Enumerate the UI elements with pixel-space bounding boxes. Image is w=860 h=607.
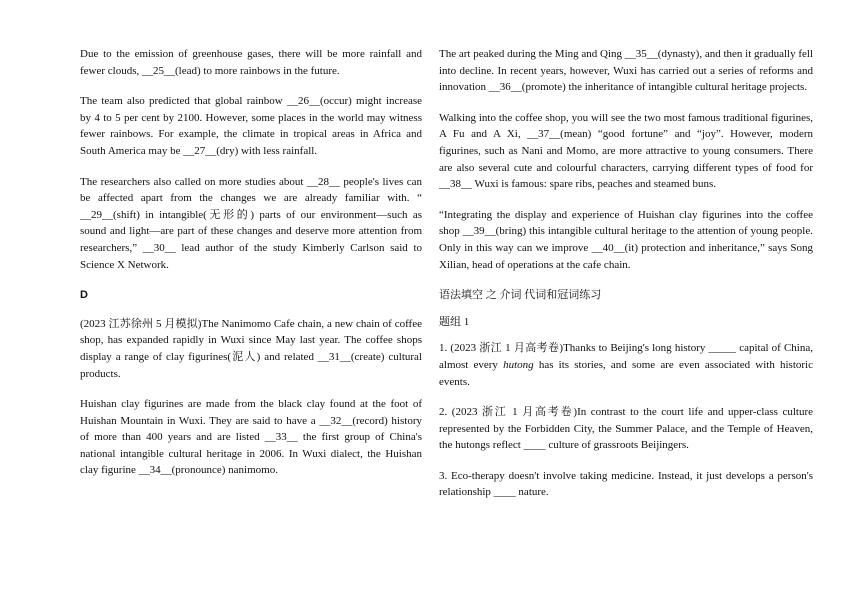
exercise-title: 语法填空 之 介词 代词和冠词练习: [439, 289, 602, 302]
question-3: 3. Eco-therapy doesn't involve taking medicine. Instead, it just develops a person's relationship ____ nature.: [439, 469, 813, 499]
passage-paragraph: (2023 江苏徐州 5 月模拟)The Nanimomo Cafe chain, a new chain of coffee shop, has expanded rapidly in Wuxi since May last year. The coffee shops display a range of clay figurines(泥人) and related __31__(create) cultural products.: [80, 317, 422, 380]
left-column: [80, 46, 422, 493]
section-heading: D: [80, 289, 88, 302]
passage-paragraph: Walking into the coffee shop, you will see the two most famous traditional figurines, A Fu and A Xi, __37__(mean) “good fortune” and “joy”. However, modern figurines, such as Nani and Momo, are more attractive to young consumers. There are also several cute and colourful characters, carrying different types of food for __38__ Wuxi is famous: spare ribs, peaches and steamed buns.: [439, 111, 813, 191]
passage-paragraph: Due to the emission of greenhouse gases, there will be more rainfall and fewer clouds, __25__(lead) to more rainbows in the future.: [80, 48, 422, 77]
question-1: [439, 340, 813, 390]
question-text: 1. (2023 浙江 1 月高考卷)Thanks to Beijing's long history _____ capital of China, almost every: [439, 342, 813, 371]
passage-paragraph: The art peaked during the Ming and Qing __35__(dynasty), and then it gradually fell into decline. In recent years, however, Wuxi has carried out a series of reforms and innovation __36__(promote) the inheritance of intangible cultural heritage projects.: [439, 48, 813, 94]
question-2: 2. (2023 浙江 1 月高考卷)In contrast to the court life and upper-class culture represented by the Forbidden City, the Summer Palace, and the Temple of Heaven, the hutongs reflect ____ culture of grassroots Beijingers.: [439, 406, 813, 452]
passage-paragraph: “Integrating the display and experience of Huishan clay figurines into the coffee shop __39__(bring) this intangible cultural heritage to the attention of young people. Only in this way can we improve __40__(it) protection and inheritance,” says Song Xilian, head of operations at the cafe chain.: [439, 208, 813, 271]
question-emphasis: hutong: [503, 358, 534, 371]
exercise-group: 题组 1: [439, 315, 470, 328]
right-column: [439, 46, 813, 515]
passage-paragraph: The researchers also called on more studies about __28__ people's lives can be affected apart from the changes we are already familiar with. “ __29__(shift) in intangible(无形的) parts of our environment—such as sound and light—are part of these changes and deserve more attention from researchers,” __30__ lead author of the study Kimberly Carlson said to Science X Network.: [80, 175, 422, 271]
question-text: has its stories, and some are even associated with historic events.: [439, 358, 813, 388]
passage-paragraph: Huishan clay figurines are made from the black clay found at the foot of Huishan Mountain in Wuxi. They are said to have a __32__(record) history of more than 400 years and are listed __33__ the first group of China's national intangible cultural heritage in 2006. In Wuxi dialect, the Huishan clay figurine __34__(pronounce) nanimomo.: [80, 398, 422, 477]
passage-paragraph: The team also predicted that global rainbow __26__(occur) might increase by 4 to 5 per cent by 2100. However, some places in the world may witness fewer rainbows. For example, the climate in tropical areas in Africa and South America may be __27__(dry) with less rainfall.: [80, 95, 422, 157]
